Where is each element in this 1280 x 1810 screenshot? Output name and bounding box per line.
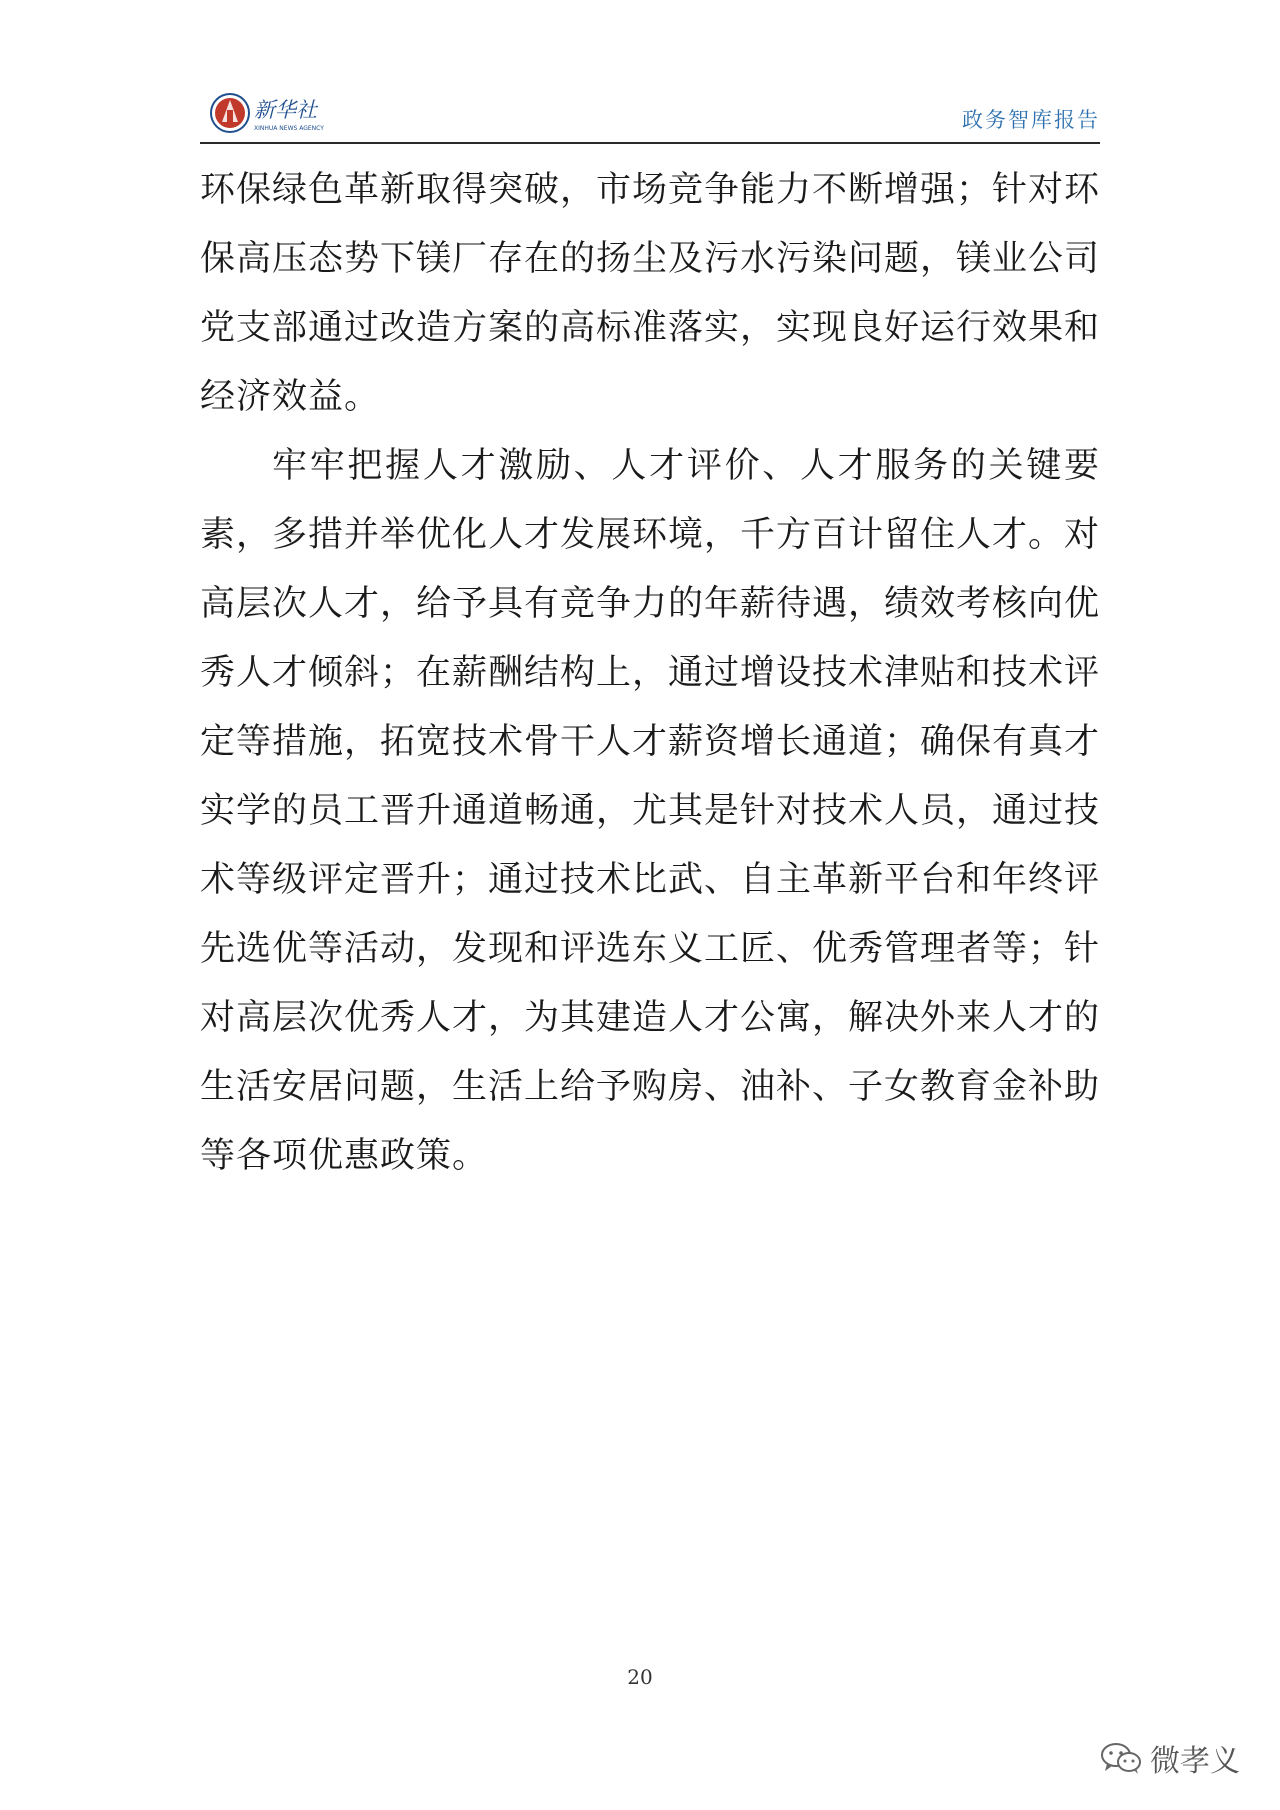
document-body xyxy=(200,156,1100,1191)
page-header xyxy=(200,90,1100,142)
logo-text: 新华社 xyxy=(254,98,317,122)
watermark-text: 微孝义 xyxy=(1150,1744,1240,1779)
paragraph-2: 牢牢把握人才激励、人才评价、人才服务的关键要素，多措并举优化人才发展环境，千方百计留住人才。对高层次人才，给予具有竞争力的年薪待遇，绩效考核向优秀人才倾斜；在薪酬结构上，通过增设技术津贴和技术评定等措施，拓宽技术骨干人才薪资增长通道；确保有真才实学的员工晋升通道畅通，尤其是针对技术人员，通过技术等级评定晋升；通过技术比武、自主革新平台和年终评先选优等活动，发现和评选东义工匠、优秀管理者等；针对高层次优秀人才，为其建造人才公寓，解决外来人才的生活安居问题，生活上给予购房、油补、子女教育金补助等各项优惠政策。 xyxy=(200,446,1101,1176)
logo-subtext: XINHUA NEWS AGENCY xyxy=(254,125,324,132)
wechat-icon xyxy=(1100,1741,1142,1775)
report-series-title: 政务智库报告 xyxy=(962,108,1100,132)
xinhua-logo xyxy=(208,90,338,136)
header-divider xyxy=(200,142,1100,144)
paragraph-1: 环保绿色革新取得突破，市场竞争能力不断增强；针对环保高压态势下镁厂存在的扬尘及污水污染问题，镁业公司党支部通过改造方案的高标准落实，实现良好运行效果和经济效益。 xyxy=(200,170,1101,417)
wechat-watermark xyxy=(1100,1738,1240,1778)
page-number: 20 xyxy=(627,1665,653,1689)
